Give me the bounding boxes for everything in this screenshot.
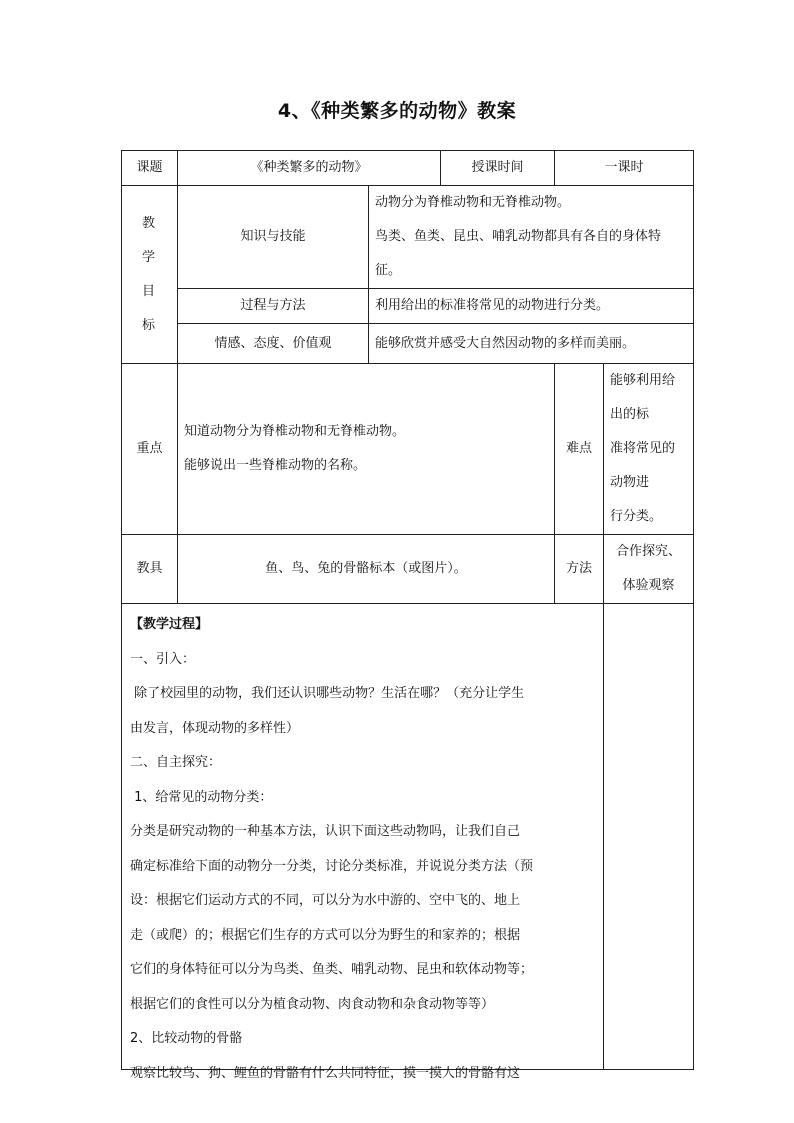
key-point-line: 知道动物分为脊椎动物和无脊椎动物。 — [184, 424, 406, 439]
objective-label-process: 过程与方法 — [178, 289, 369, 324]
topic-value: 《种类繁多的动物》 — [178, 151, 441, 186]
objective-content-process: 利用给出的标准将常见的动物进行分类。 — [369, 289, 694, 324]
method-line: 合作探究、 — [616, 544, 682, 559]
tools-row — [122, 535, 694, 604]
difficulty-label: 难点 — [555, 364, 604, 535]
key-points-label: 重点 — [122, 364, 178, 535]
objective-label-emotion: 情感、态度、价值观 — [178, 324, 369, 364]
time-label: 授课时间 — [441, 151, 555, 186]
key-point-line: 能够说出一些脊椎动物的名称。 — [184, 458, 367, 473]
key-points-row — [122, 364, 694, 535]
method-line: 体验观察 — [622, 578, 675, 593]
objective-label-knowledge: 知识与技能 — [178, 186, 369, 289]
process-line: 除了校园里的动物，我们还认识哪些动物？生活在哪？（充分让学生 — [130, 686, 525, 701]
tools-label: 教具 — [122, 535, 178, 604]
process-line: 2、比较动物的骨骼 — [130, 1031, 243, 1046]
difficulty-line: 行分类。 — [610, 509, 663, 524]
objectives-label-char: 标 — [141, 317, 157, 333]
key-points-content — [178, 364, 555, 535]
objective-row-process — [122, 289, 694, 324]
process-line: 由发言，体现动物的多样性） — [130, 720, 300, 736]
objectives-label — [122, 186, 178, 364]
objective-content-emotion: 能够欣赏并感受大自然因动物的多样而美丽。 — [369, 324, 694, 364]
tools-value: 鱼、鸟、兔的骨骼标本（或图片）。 — [178, 535, 555, 604]
objective-content-knowledge — [369, 186, 694, 289]
topic-label: 课题 — [122, 151, 178, 186]
objectives-label-char: 目 — [141, 283, 157, 299]
difficulty-line: 能够利用给出的标 — [610, 373, 676, 422]
objective-row-knowledge — [122, 186, 694, 289]
difficulty-content — [604, 364, 694, 535]
process-line: 观察比较鸟、狗、鲤鱼的骨骼有什么共同特征，摸一摸人的骨骼有这 — [130, 1065, 521, 1081]
method-content — [604, 535, 694, 604]
process-line: 设：根据它们运动方式的不同，可以分为水中游的、空中飞的、地上 — [130, 893, 521, 908]
objectives-label-char: 教 — [141, 215, 157, 231]
process-line: 根据它们的食性可以分为植食动物、肉食动物和杂食动物等等） — [130, 996, 495, 1012]
objectives-label-char: 学 — [141, 249, 157, 265]
process-content — [122, 604, 604, 1081]
objective-line: 鸟类、鱼类、昆虫、哺乳动物都具有各自的身体特 — [375, 229, 662, 244]
method-label: 方法 — [555, 535, 604, 604]
process-line: 一、引入： — [130, 651, 196, 667]
objective-row-emotion — [122, 324, 694, 364]
process-line: 1、给常见的动物分类： — [130, 789, 273, 805]
time-value: 一课时 — [555, 151, 694, 186]
page-title: 4、《种类繁多的动物》教案 — [277, 100, 517, 122]
process-line: 它们的身体特征可以分为鸟类、鱼类、哺乳动物、昆虫和软体动物等； — [130, 962, 534, 977]
process-line: 二、自主探究： — [130, 755, 222, 770]
process-heading: 【教学过程】 — [130, 617, 209, 632]
process-line: 分类是研究动物的一种基本方法，认识下面这些动物吗，让我们自己 — [130, 824, 521, 839]
process-row — [122, 604, 694, 1070]
header-row — [122, 151, 694, 186]
objective-line: 征。 — [375, 263, 402, 278]
difficulty-line: 准将常见的动物进 — [610, 441, 676, 490]
process-line: 走（或爬）的；根据它们生存的方式可以分为野生的和家养的；根据 — [130, 927, 521, 943]
objective-line: 动物分为脊椎动物和无脊椎动物。 — [375, 195, 571, 210]
process-line: 确定标准给下面的动物分一分类，讨论分类标准，并说说分类方法（预 — [130, 858, 534, 874]
lesson-plan-table — [121, 150, 694, 1081]
process-notes-column — [604, 604, 694, 1070]
